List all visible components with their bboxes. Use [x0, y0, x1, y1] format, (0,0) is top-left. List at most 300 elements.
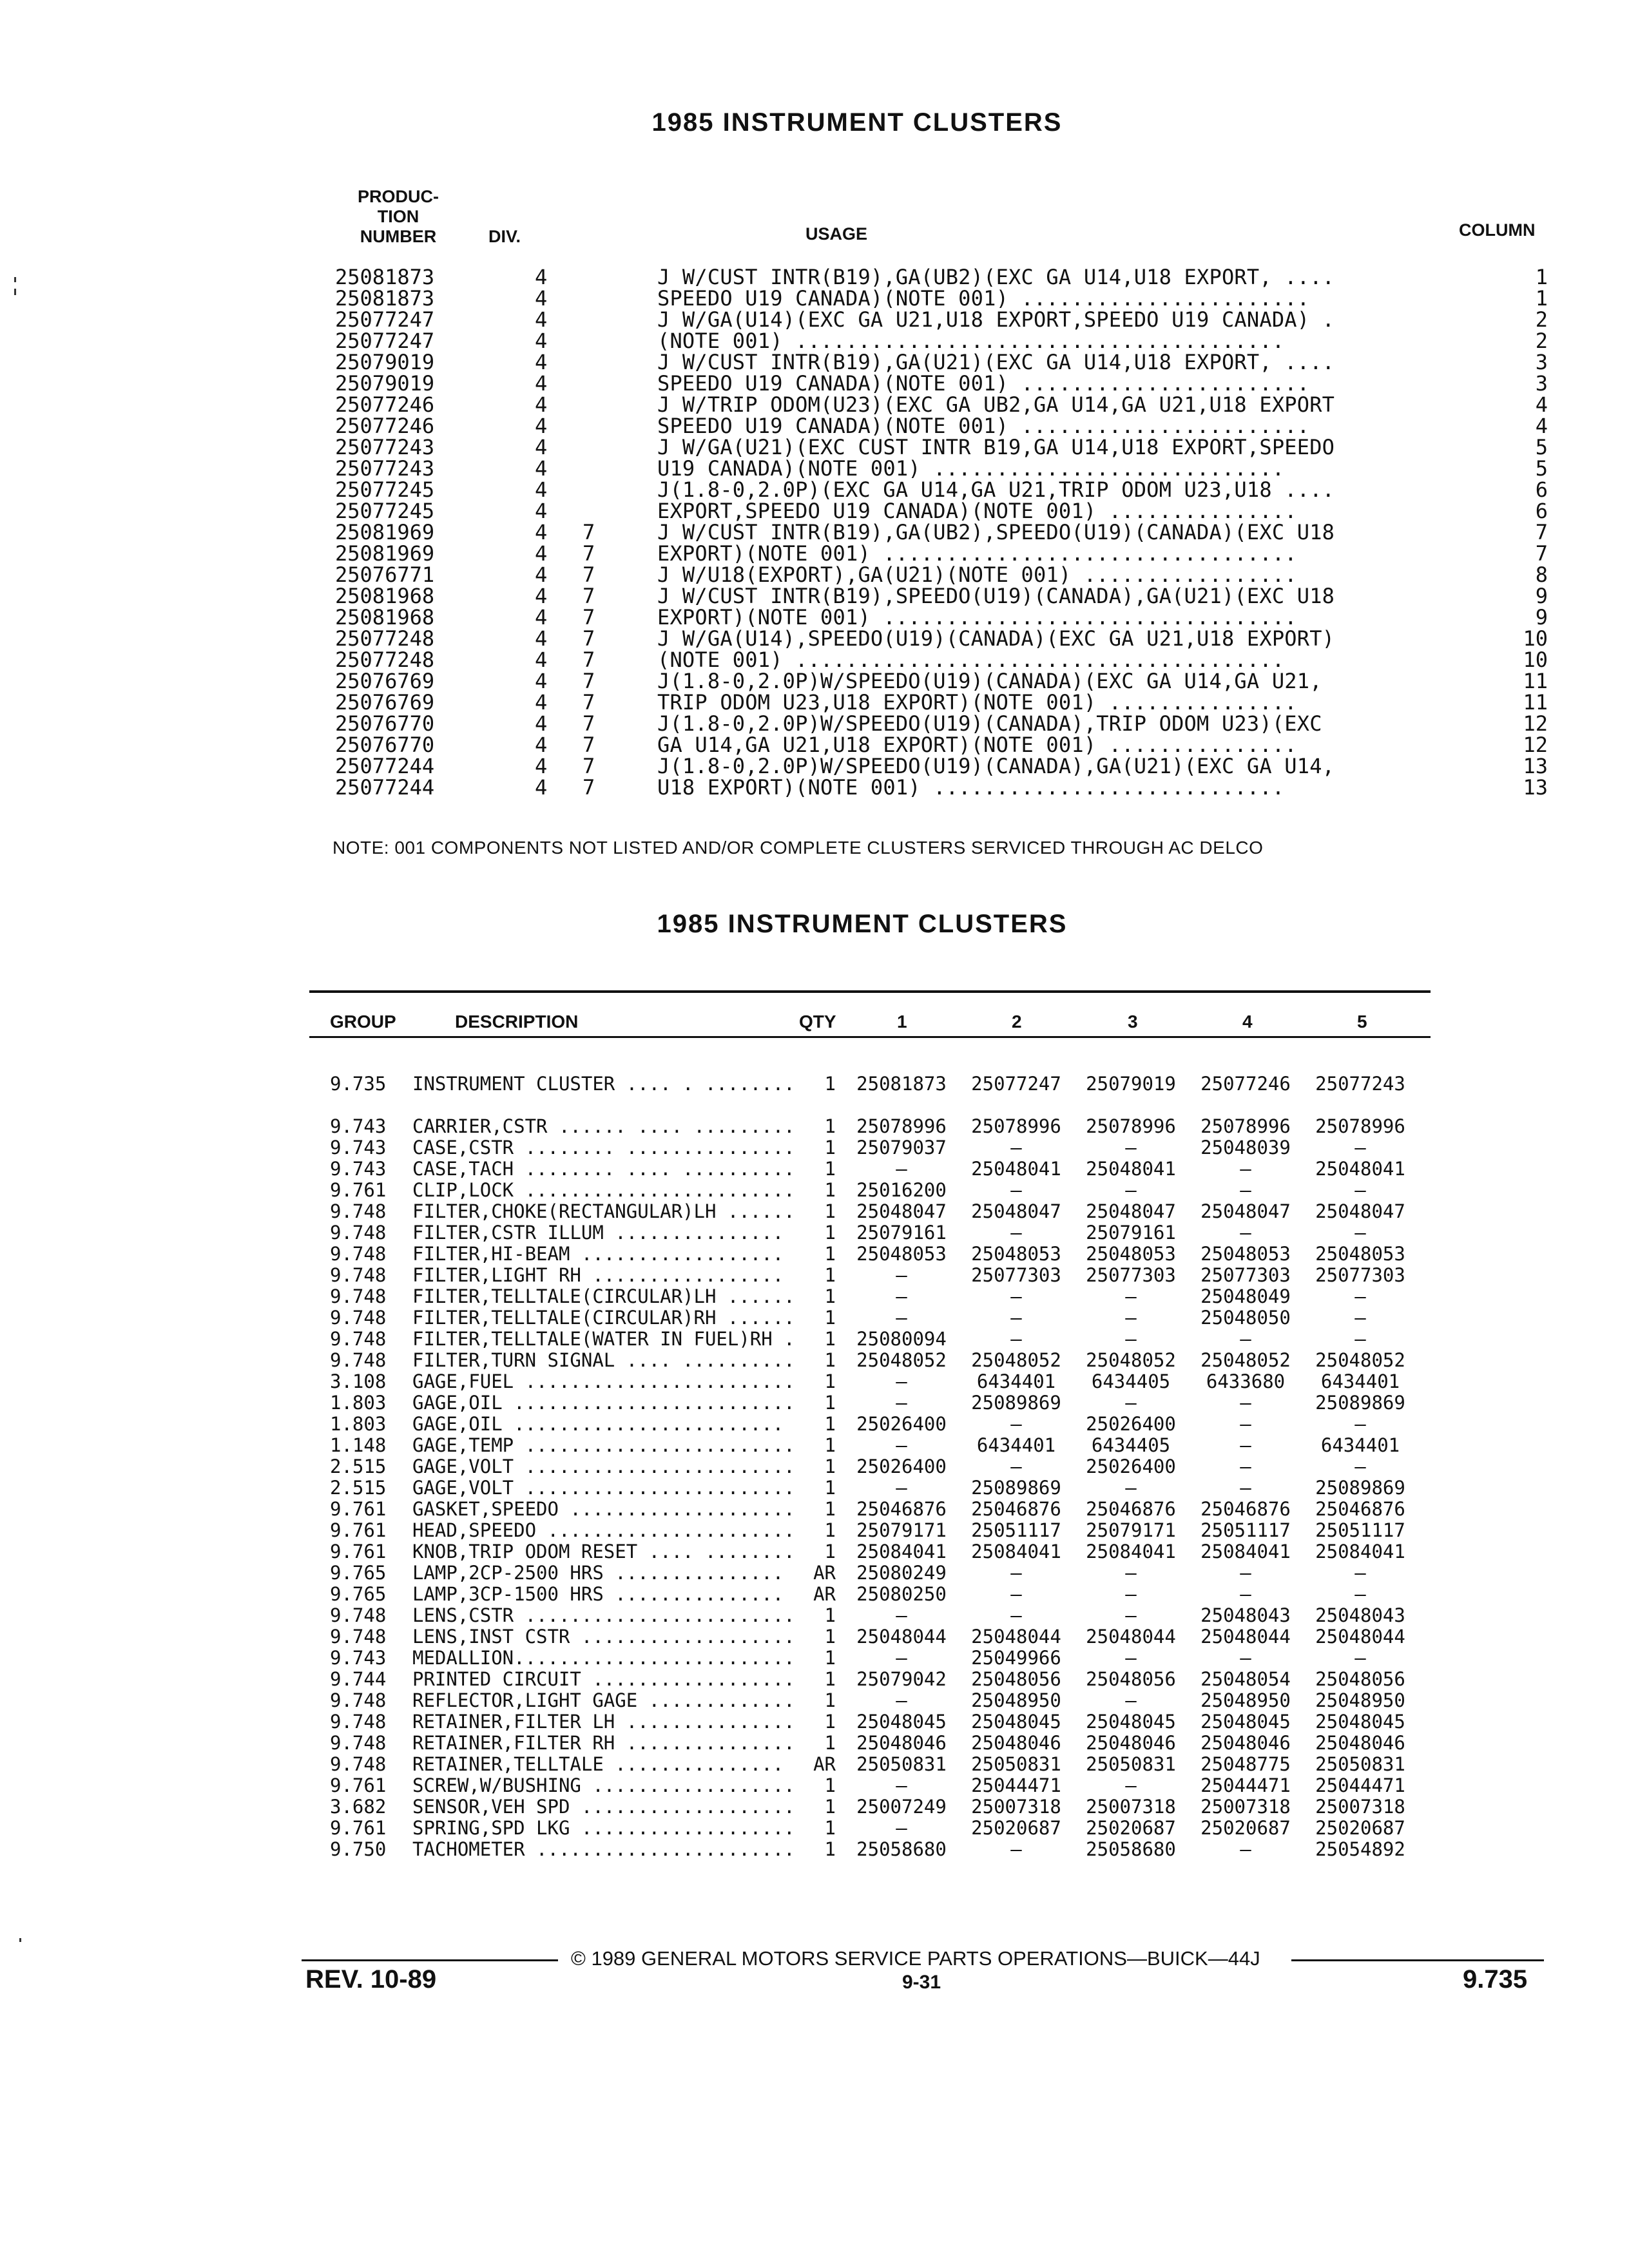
scan-speck: [19, 1938, 21, 1942]
part-number-col-5: —: [1354, 1562, 1366, 1584]
scan-speck: [14, 277, 16, 282]
part-number-col-3: 25020687: [1086, 1817, 1176, 1839]
part-number-col-5: 25078996: [1315, 1115, 1405, 1137]
part-number-col-5: 25048950: [1315, 1689, 1405, 1711]
usage-text: J W/TRIP ODOM(U23)(EXC GA UB2,GA U14,GA U21,U18 EXPORT: [657, 392, 1335, 417]
part-description: GAGE,VOLT ........................: [412, 1477, 795, 1499]
part-number-col-4: —: [1240, 1222, 1251, 1244]
usage-text: EXPORT)(NOTE 001) .................................: [657, 605, 1297, 629]
part-number-col-4: 25048049: [1200, 1285, 1291, 1307]
quantity: 1: [824, 1200, 836, 1222]
part-description: HEAD,SPEEDO ......................: [412, 1519, 795, 1541]
table-header-rule: [309, 1036, 1431, 1038]
part-number-col-5: —: [1354, 1179, 1366, 1201]
part-number-col-2: —: [1010, 1562, 1022, 1584]
quantity: 1: [824, 1115, 836, 1137]
part-number-col-4: 25048047: [1200, 1200, 1291, 1222]
usage-text: J W/GA(U21)(EXC CUST INTR B19,GA U14,U18 EXPORT,SPEEDO: [657, 435, 1335, 459]
div-code-secondary: 7: [583, 648, 595, 672]
part-number-col-2: 25048047: [971, 1200, 1061, 1222]
part-number-col-3: —: [1125, 1285, 1137, 1307]
part-number-col-4: —: [1240, 1392, 1251, 1414]
quantity: 1: [824, 1541, 836, 1562]
part-number-col-5: 25048044: [1315, 1626, 1405, 1648]
part-description: CARRIER,CSTR ...... .... .........: [412, 1115, 795, 1137]
quantity: 1: [824, 1434, 836, 1456]
header-col-2: 2: [1012, 1012, 1022, 1032]
part-number-col-1: 25007249: [856, 1796, 947, 1818]
div-code: 4: [535, 307, 548, 332]
production-number: 25079019: [335, 350, 435, 374]
div-code-secondary: 7: [583, 690, 595, 715]
header-div: DIV.: [488, 227, 521, 246]
production-number: 25081969: [335, 541, 435, 566]
part-number-col-4: 25007318: [1200, 1796, 1291, 1818]
column-ref: 8: [1535, 562, 1548, 587]
part-description: FILTER,TELLTALE(CIRCULAR)LH ......: [412, 1285, 795, 1307]
quantity: 1: [824, 1349, 836, 1371]
div-code: 4: [535, 456, 548, 481]
part-number-col-3: —: [1125, 1477, 1137, 1499]
part-description: CLIP,LOCK ........................: [412, 1179, 795, 1201]
part-number-col-1: —: [896, 1774, 907, 1796]
part-number-col-4: 25077303: [1200, 1264, 1291, 1286]
part-number-col-5: 25048046: [1315, 1732, 1405, 1754]
part-number-col-5: 25051117: [1315, 1519, 1405, 1541]
part-number-col-4: —: [1240, 1562, 1251, 1584]
part-number-col-3: 25048053: [1086, 1243, 1176, 1265]
div-code-secondary: 7: [583, 605, 595, 629]
part-number-col-2: 6434401: [976, 1434, 1056, 1456]
quantity: 1: [824, 1668, 836, 1690]
header-col-4: 4: [1242, 1012, 1253, 1032]
column-ref: 13: [1523, 754, 1548, 778]
quantity: 1: [824, 1604, 836, 1626]
group-code: 9.735: [330, 1073, 387, 1095]
quantity: 1: [824, 1626, 836, 1648]
quantity: 1: [824, 1732, 836, 1754]
part-number-col-1: 25026400: [856, 1456, 947, 1477]
part-number-col-2: —: [1010, 1413, 1022, 1435]
part-number-col-4: 25048950: [1200, 1689, 1291, 1711]
div-code: 4: [535, 562, 548, 587]
part-number-col-4: 25077246: [1200, 1073, 1291, 1095]
part-description: LENS,INST CSTR ...................: [412, 1626, 795, 1648]
group-code: 9.761: [330, 1179, 387, 1201]
quantity: 1: [824, 1158, 836, 1180]
part-number-col-5: 6434401: [1320, 1370, 1400, 1392]
group-code: 1.148: [330, 1434, 387, 1456]
header-column: COLUMN: [1459, 220, 1536, 240]
part-number-col-3: —: [1125, 1562, 1137, 1584]
part-number-col-2: 25048046: [971, 1732, 1061, 1754]
usage-text: SPEEDO U19 CANADA)(NOTE 001) .......................: [657, 286, 1310, 311]
production-number: 25077248: [335, 648, 435, 672]
part-number-col-3: —: [1125, 1604, 1137, 1626]
column-ref: 12: [1523, 711, 1548, 736]
note-text: NOTE: 001 COMPONENTS NOT LISTED AND/OR COMPLETE CLUSTERS SERVICED THROUGH AC DELCO: [333, 838, 1264, 858]
group-code: 9.765: [330, 1583, 387, 1605]
part-number-col-2: 25048950: [971, 1689, 1061, 1711]
part-number-col-1: 25058680: [856, 1838, 947, 1860]
div-code-secondary: 7: [583, 584, 595, 608]
group-code: 9.750: [330, 1838, 387, 1860]
quantity: AR: [813, 1583, 836, 1605]
production-number: 25077247: [335, 329, 435, 353]
part-number-col-2: 25084041: [971, 1541, 1061, 1562]
quantity: 1: [824, 1392, 836, 1414]
part-number-col-3: 25079019: [1086, 1073, 1176, 1095]
part-number-col-5: 25050831: [1315, 1753, 1405, 1775]
part-number-col-4: —: [1240, 1838, 1251, 1860]
group-code: 2.515: [330, 1456, 387, 1477]
part-number-col-3: 25048046: [1086, 1732, 1176, 1754]
quantity: 1: [824, 1179, 836, 1201]
div-code-secondary: 7: [583, 626, 595, 651]
div-code: 4: [535, 286, 548, 311]
part-number-col-3: 25079171: [1086, 1519, 1176, 1541]
part-number-col-2: —: [1010, 1604, 1022, 1626]
usage-text: EXPORT)(NOTE 001) .................................: [657, 541, 1297, 566]
part-number-col-5: 25048052: [1315, 1349, 1405, 1371]
div-code: 4: [535, 414, 548, 438]
part-description: FILTER,TELLTALE(WATER IN FUEL)RH .: [412, 1328, 795, 1350]
part-number-col-1: 25048052: [856, 1349, 947, 1371]
group-code: 9.761: [330, 1817, 387, 1839]
part-number-col-5: 25054892: [1315, 1838, 1405, 1860]
part-number-col-4: 6433680: [1206, 1370, 1286, 1392]
part-number-col-1: 25048045: [856, 1711, 947, 1733]
part-number-col-1: 25079042: [856, 1668, 947, 1690]
div-code: 4: [535, 648, 548, 672]
part-number-col-5: 6434401: [1320, 1434, 1400, 1456]
div-code: 4: [535, 350, 548, 374]
group-code: 9.744: [330, 1668, 387, 1690]
section-title: 1985 INSTRUMENT CLUSTERS: [657, 910, 1068, 938]
quantity: 1: [824, 1243, 836, 1265]
part-description: PRINTED CIRCUIT ..................: [412, 1668, 795, 1690]
div-code: 4: [535, 329, 548, 353]
column-ref: 6: [1535, 477, 1548, 502]
column-ref: 9: [1535, 605, 1548, 629]
production-number: 25077247: [335, 307, 435, 332]
part-description: GAGE,OIL ........................: [412, 1413, 784, 1435]
div-code: 4: [535, 392, 548, 417]
quantity: 1: [824, 1498, 836, 1520]
page-title: 1985 INSTRUMENT CLUSTERS: [651, 108, 1063, 137]
part-description: RETAINER,FILTER RH ...............: [412, 1732, 795, 1754]
part-number-col-5: —: [1354, 1285, 1366, 1307]
div-code-secondary: 7: [583, 711, 595, 736]
production-number: 25081873: [335, 286, 435, 311]
usage-text: (NOTE 001) .......................................: [657, 648, 1285, 672]
part-number-col-5: —: [1354, 1222, 1366, 1244]
div-code: 4: [535, 541, 548, 566]
part-number-col-4: 25020687: [1200, 1817, 1291, 1839]
usage-text: J W/GA(U14)(EXC GA U21,U18 EXPORT,SPEEDO U19 CANADA) .: [657, 307, 1335, 332]
part-number-col-2: —: [1010, 1179, 1022, 1201]
quantity: 1: [824, 1456, 836, 1477]
part-number-col-2: 25048045: [971, 1711, 1061, 1733]
part-description: KNOB,TRIP ODOM RESET .... ........: [412, 1541, 795, 1562]
quantity: AR: [813, 1753, 836, 1775]
production-number: 25077244: [335, 775, 435, 800]
part-number-col-5: 25048045: [1315, 1711, 1405, 1733]
column-ref: 5: [1535, 435, 1548, 459]
part-description: LAMP,3CP-1500 HRS ...............: [412, 1583, 784, 1605]
part-number-col-5: 25077303: [1315, 1264, 1405, 1286]
header-description: DESCRIPTION: [455, 1012, 579, 1032]
column-ref: 4: [1535, 414, 1548, 438]
part-number-col-2: 25020687: [971, 1817, 1061, 1839]
part-description: FILTER,LIGHT RH .................: [412, 1264, 784, 1286]
part-number-col-1: 25050831: [856, 1753, 947, 1775]
quantity: 1: [824, 1774, 836, 1796]
column-ref: 12: [1523, 733, 1548, 757]
part-number-col-1: —: [896, 1434, 907, 1456]
part-number-col-2: 25089869: [971, 1392, 1061, 1414]
footer-rule-left: [302, 1959, 558, 1961]
part-number-col-4: —: [1240, 1158, 1251, 1180]
column-ref: 1: [1535, 286, 1548, 311]
group-code: 9.761: [330, 1774, 387, 1796]
part-number-col-5: 25046876: [1315, 1498, 1405, 1520]
header-production-number: PRODUC- TION NUMBER: [358, 187, 439, 246]
column-ref: 3: [1535, 350, 1548, 374]
part-number-col-1: —: [896, 1264, 907, 1286]
quantity: 1: [824, 1413, 836, 1435]
production-number: 25076770: [335, 733, 435, 757]
column-ref: 5: [1535, 456, 1548, 481]
part-description: GAGE,TEMP ........................: [412, 1434, 795, 1456]
group-code: 9.748: [330, 1264, 387, 1286]
part-number-col-5: —: [1354, 1456, 1366, 1477]
usage-text: J W/CUST INTR(B19),GA(UB2),SPEEDO(U19)(CANADA)(EXC U18: [657, 520, 1335, 544]
part-number-col-4: 25048775: [1200, 1753, 1291, 1775]
usage-text: J(1.8-0,2.0P)W/SPEEDO(U19)(CANADA)(EXC GA U14,GA U21,: [657, 669, 1322, 693]
quantity: 1: [824, 1647, 836, 1669]
part-number-col-1: —: [896, 1158, 907, 1180]
part-number-col-4: 25046876: [1200, 1498, 1291, 1520]
part-number-col-4: 25084041: [1200, 1541, 1291, 1562]
column-ref: 7: [1535, 520, 1548, 544]
part-number-col-5: —: [1354, 1307, 1366, 1329]
group-code: 9.761: [330, 1519, 387, 1541]
part-number-col-2: 25051117: [971, 1519, 1061, 1541]
group-code: 9.748: [330, 1222, 387, 1244]
production-number: 25081873: [335, 265, 435, 289]
part-number-col-5: 25084041: [1315, 1541, 1405, 1562]
div-code: 4: [535, 371, 548, 396]
header-usage: USAGE: [805, 224, 868, 244]
part-number-col-2: 25048052: [971, 1349, 1061, 1371]
part-number-col-1: 25080094: [856, 1328, 947, 1350]
part-description: CASE,CSTR ........ ...............: [412, 1137, 795, 1158]
production-number: 25079019: [335, 371, 435, 396]
part-number-col-2: —: [1010, 1583, 1022, 1605]
part-description: MEDALLION.........................: [412, 1647, 795, 1669]
header-qty: QTY: [799, 1012, 836, 1032]
part-number-col-4: 25048039: [1200, 1137, 1291, 1158]
production-number: 25077245: [335, 499, 435, 523]
part-description: SPRING,SPD LKG ...................: [412, 1817, 795, 1839]
part-number-col-2: 25077303: [971, 1264, 1061, 1286]
part-number-col-1: —: [896, 1370, 907, 1392]
part-number-col-1: —: [896, 1604, 907, 1626]
part-number-col-1: —: [896, 1647, 907, 1669]
part-number-col-5: —: [1354, 1328, 1366, 1350]
part-number-col-1: —: [896, 1307, 907, 1329]
group-code: 3.682: [330, 1796, 387, 1818]
div-code: 4: [535, 435, 548, 459]
part-number-col-5: 25048056: [1315, 1668, 1405, 1690]
column-ref: 11: [1523, 669, 1548, 693]
part-number-col-3: 25026400: [1086, 1413, 1176, 1435]
column-ref: 11: [1523, 690, 1548, 715]
group-code: 9.748: [330, 1753, 387, 1775]
div-code: 4: [535, 754, 548, 778]
div-code: 4: [535, 690, 548, 715]
div-code: 4: [535, 626, 548, 651]
group-code: 9.761: [330, 1498, 387, 1520]
footer-page-number: 9-31: [902, 1972, 941, 1993]
div-code: 4: [535, 669, 548, 693]
quantity: 1: [824, 1370, 836, 1392]
part-number-col-2: —: [1010, 1137, 1022, 1158]
group-code: 9.748: [330, 1604, 387, 1626]
div-code: 4: [535, 520, 548, 544]
part-number-col-4: 25078996: [1200, 1115, 1291, 1137]
part-number-col-1: —: [896, 1817, 907, 1839]
part-number-col-4: —: [1240, 1456, 1251, 1477]
part-number-col-3: —: [1125, 1689, 1137, 1711]
part-number-col-3: —: [1125, 1328, 1137, 1350]
part-number-col-5: 25048043: [1315, 1604, 1405, 1626]
div-code: 4: [535, 477, 548, 502]
production-number: 25077246: [335, 414, 435, 438]
part-number-col-3: 25084041: [1086, 1541, 1176, 1562]
usage-text: TRIP ODOM U23,U18 EXPORT)(NOTE 001) ...............: [657, 690, 1297, 715]
production-number: 25076771: [335, 562, 435, 587]
part-number-col-3: —: [1125, 1179, 1137, 1201]
part-number-col-5: —: [1354, 1647, 1366, 1669]
part-number-col-5: 25048041: [1315, 1158, 1405, 1180]
production-number: 25077246: [335, 392, 435, 417]
part-number-col-4: —: [1240, 1583, 1251, 1605]
div-code: 4: [535, 775, 548, 800]
part-number-col-5: —: [1354, 1583, 1366, 1605]
part-number-col-4: 25048050: [1200, 1307, 1291, 1329]
part-number-col-2: —: [1010, 1328, 1022, 1350]
quantity: 1: [824, 1519, 836, 1541]
column-ref: 10: [1523, 626, 1548, 651]
usage-text: EXPORT,SPEEDO U19 CANADA)(NOTE 001) ...............: [657, 499, 1297, 523]
part-number-col-5: —: [1354, 1413, 1366, 1435]
usage-text: J W/CUST INTR(B19),SPEEDO(U19)(CANADA),GA(U21)(EXC U18: [657, 584, 1335, 608]
usage-text: U19 CANADA)(NOTE 001) ............................: [657, 456, 1285, 481]
part-number-col-4: 25048054: [1200, 1668, 1291, 1690]
part-description: FILTER,TURN SIGNAL .... ..........: [412, 1349, 795, 1371]
column-ref: 2: [1535, 329, 1548, 353]
group-code: 9.743: [330, 1137, 387, 1158]
header-col-1: 1: [897, 1012, 907, 1032]
production-number: 25076769: [335, 690, 435, 715]
column-ref: 13: [1523, 775, 1548, 800]
quantity: 1: [824, 1285, 836, 1307]
usage-text: J W/CUST INTR(B19),GA(U21)(EXC GA U14,U18 EXPORT, ....: [657, 350, 1335, 374]
part-number-col-4: 25048052: [1200, 1349, 1291, 1371]
group-code: 9.748: [330, 1328, 387, 1350]
footer-copyright: © 1989 GENERAL MOTORS SERVICE PARTS OPERATIONS—BUICK—44J: [571, 1947, 1260, 1970]
part-number-col-1: 25079171: [856, 1519, 947, 1541]
part-number-col-1: 25048053: [856, 1243, 947, 1265]
quantity: 1: [824, 1711, 836, 1733]
part-description: TACHOMETER .......................: [412, 1838, 795, 1860]
group-code: 9.748: [330, 1200, 387, 1222]
div-code-secondary: 7: [583, 733, 595, 757]
quantity: 1: [824, 1328, 836, 1350]
part-number-col-2: —: [1010, 1456, 1022, 1477]
part-number-col-4: —: [1240, 1647, 1251, 1669]
part-number-col-1: 25079161: [856, 1222, 947, 1244]
part-number-col-1: 25079037: [856, 1137, 947, 1158]
quantity: 1: [824, 1817, 836, 1839]
header-group: GROUP: [330, 1012, 396, 1032]
part-number-col-3: 25048047: [1086, 1200, 1176, 1222]
part-number-col-4: 25044471: [1200, 1774, 1291, 1796]
part-number-col-1: —: [896, 1285, 907, 1307]
production-number: 25077244: [335, 754, 435, 778]
group-code: 3.108: [330, 1370, 387, 1392]
div-code-secondary: 7: [583, 775, 595, 800]
footer-revision: REV. 10-89: [305, 1965, 437, 1994]
part-number-col-2: 25078996: [971, 1115, 1061, 1137]
part-number-col-4: —: [1240, 1328, 1251, 1350]
column-ref: 3: [1535, 371, 1548, 396]
div-code: 4: [535, 733, 548, 757]
production-number: 25076769: [335, 669, 435, 693]
part-number-col-4: —: [1240, 1477, 1251, 1499]
div-code-secondary: 7: [583, 754, 595, 778]
quantity: 1: [824, 1137, 836, 1158]
group-code: 9.748: [330, 1349, 387, 1371]
part-description: FILTER,TELLTALE(CIRCULAR)RH ......: [412, 1307, 795, 1329]
group-code: 1.803: [330, 1392, 387, 1414]
column-ref: 4: [1535, 392, 1548, 417]
part-number-col-2: 25077247: [971, 1073, 1061, 1095]
part-number-col-3: 25048045: [1086, 1711, 1176, 1733]
usage-text: J W/CUST INTR(B19),GA(UB2)(EXC GA U14,U18 EXPORT, ....: [657, 265, 1335, 289]
part-number-col-2: 25048056: [971, 1668, 1061, 1690]
part-number-col-3: 25050831: [1086, 1753, 1176, 1775]
group-code: 9.748: [330, 1689, 387, 1711]
table-top-rule: [309, 990, 1431, 993]
quantity: 1: [824, 1689, 836, 1711]
part-number-col-2: 25089869: [971, 1477, 1061, 1499]
part-number-col-4: 25048045: [1200, 1711, 1291, 1733]
scan-speck: [14, 289, 16, 295]
part-number-col-1: 25048047: [856, 1200, 947, 1222]
part-number-col-3: 25058680: [1086, 1838, 1176, 1860]
part-description: RETAINER,FILTER LH ...............: [412, 1711, 795, 1733]
group-code: 9.743: [330, 1115, 387, 1137]
production-number: 25077245: [335, 477, 435, 502]
part-description: REFLECTOR,LIGHT GAGE .............: [412, 1689, 795, 1711]
part-description: CASE,TACH ........ .... ..........: [412, 1158, 795, 1180]
part-number-col-1: 25080250: [856, 1583, 947, 1605]
div-code-secondary: 7: [583, 562, 595, 587]
part-number-col-1: 25048044: [856, 1626, 947, 1648]
